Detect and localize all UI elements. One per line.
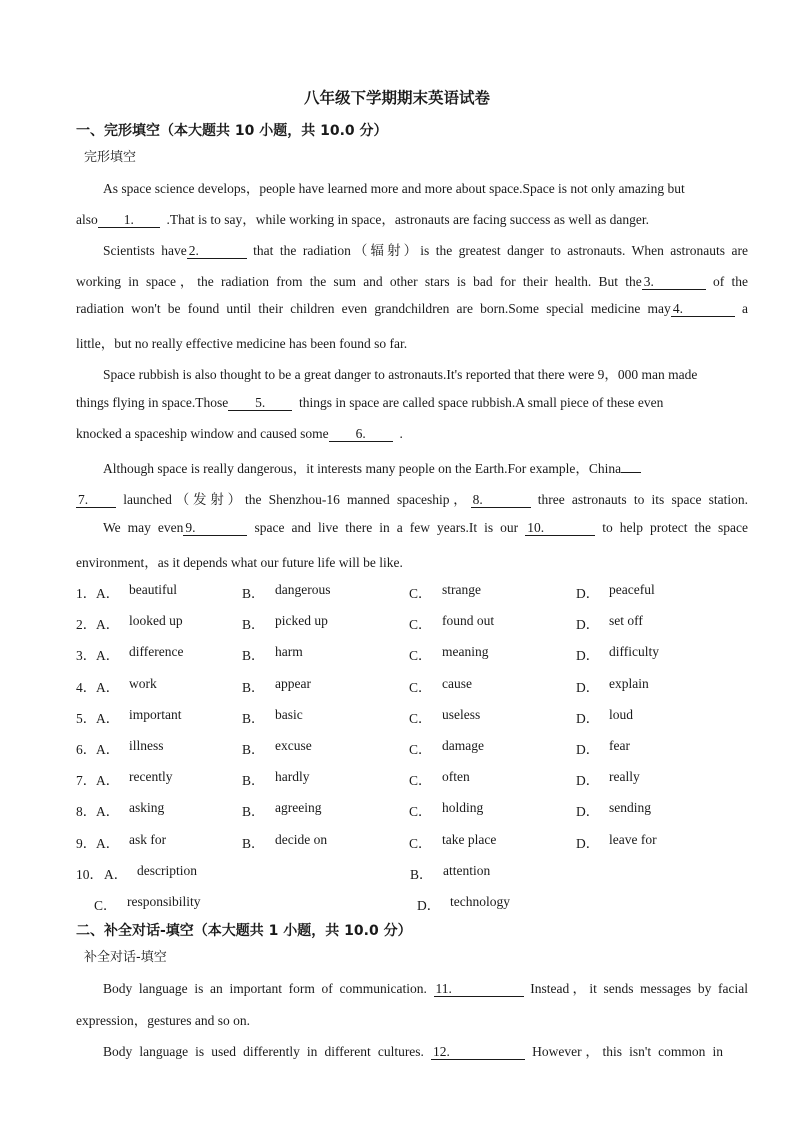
passage-line: also 1. .That is to say，while working in space，astronauts are facing success as well as danger. (76, 212, 649, 227)
blank-9[interactable]: 9. (183, 521, 247, 536)
blank-2[interactable]: 2. (187, 244, 247, 259)
option-letter: C． (409, 648, 432, 664)
blank-4[interactable]: 4. (671, 302, 735, 317)
option-letter: A． (96, 835, 120, 851)
passage-line: As space science develops，people have learned more and more about space.Space is not only amazing but (103, 181, 685, 196)
option-letter: D． (576, 617, 600, 633)
page-title: 八年级下学期期末英语试卷 (303, 89, 490, 107)
blank-7[interactable]: 7. (76, 493, 116, 508)
option-text: important (129, 706, 182, 722)
blank-6[interactable]: 6. (329, 427, 393, 442)
blank-10[interactable]: 10. (525, 521, 595, 536)
option-letter: B． (242, 835, 265, 851)
option-text: difference (129, 644, 184, 660)
blank-1[interactable]: 1. (98, 213, 160, 228)
option-letter: C． (409, 773, 432, 789)
option-letter: C． (409, 742, 432, 757)
option-text: leave for (609, 831, 657, 847)
question-number: 8． (76, 804, 97, 820)
option-letter: A． (96, 586, 120, 601)
option-row (76, 676, 756, 694)
option-letter: D． (576, 773, 600, 789)
passage-line: Space rubbish is also thought to be a great danger to astronauts.It's reported that there were 9，000 man made (103, 367, 698, 382)
passage-line: Body language is an important form of communication. 11. Instead，it sends messages by facial (103, 981, 749, 996)
question-number: 6． (76, 742, 97, 757)
blank-3[interactable]: 3. (642, 275, 706, 290)
passage-line: Although space is really dangerous，it interests many people on the Earth.For example，China (103, 457, 748, 477)
option-text: illness (129, 738, 164, 753)
option-letter: C． (409, 679, 432, 695)
option-letter: A． (96, 804, 120, 820)
option-text: damage (442, 738, 484, 753)
option-text: loud (609, 706, 634, 722)
option-row (76, 769, 756, 787)
option-text: take place (442, 831, 497, 847)
option-text: beautiful (129, 582, 177, 597)
option-text: set off (609, 613, 643, 629)
section1-heading: 一、完形填空（本大题共 10 小题，共 10.0 分） (76, 123, 388, 139)
option-text: difficulty (609, 644, 659, 660)
option-text: explain (609, 675, 649, 691)
option-row (76, 644, 756, 662)
option-text: hardly (275, 769, 310, 785)
option-text: found out (442, 613, 495, 629)
option-letter: B． (242, 586, 265, 601)
option-letter: B． (242, 710, 265, 726)
option-row (76, 707, 756, 725)
section1-subheading: 完形填空 (84, 150, 137, 165)
passage-line: working in space，the radiation from the sum and other stars is bad for their health. But the 3. of the (76, 274, 748, 289)
option-text: recently (129, 769, 173, 785)
question-number: 10． (76, 867, 103, 882)
section2-heading: 二、补全对话-填空（本大题共 1 小题，共 10.0 分） (76, 923, 412, 939)
passage-line: expression，gestures and so on. (76, 1013, 250, 1028)
option-letter: B． (242, 617, 265, 633)
option-text: holding (442, 800, 484, 816)
option-letter: D． (576, 804, 600, 820)
option-letter: C． (409, 710, 432, 726)
option-text: decide on (275, 831, 328, 847)
option-letter: B． (242, 804, 265, 820)
option-letter: A． (96, 617, 120, 633)
option-letter: D． (576, 679, 600, 695)
option-row (76, 738, 756, 756)
section2-subheading: 补全对话-填空 (84, 950, 167, 965)
option-text: sending (609, 800, 651, 816)
option-text: fear (609, 738, 630, 753)
option-text: really (609, 769, 640, 785)
question-number: 5． (76, 710, 97, 726)
option-text: harm (275, 644, 303, 660)
option-row (76, 582, 756, 600)
option-letter: D． (576, 586, 600, 601)
option-text: often (442, 769, 470, 785)
passage-line: Body language is used differently in different cultures. 12. However，this isn't common in (103, 1044, 723, 1059)
option-letter: C． (409, 835, 432, 851)
blank-11[interactable]: 11. (434, 982, 524, 997)
blank-7-start (621, 458, 641, 473)
question-number: 4． (76, 679, 97, 695)
question-number: 7． (76, 773, 97, 789)
option-text: peaceful (609, 582, 655, 597)
option-letter: A． (96, 648, 120, 664)
option-row (76, 800, 756, 818)
blank-12[interactable]: 12. (431, 1045, 525, 1060)
passage-line: Scientists have 2. that the radiation（辐射）is the greatest danger to astronauts. When astronauts are (103, 243, 748, 258)
blank-5[interactable]: 5. (228, 396, 292, 411)
option-letter: D． (576, 648, 600, 664)
question-number: 9． (76, 835, 97, 851)
option-letter: D． (576, 710, 600, 726)
passage-line: 7. launched（发射）the Shenzhou-16 manned spaceship， 8. three astronauts to its space station. (78, 492, 749, 507)
option-text: picked up (275, 613, 328, 629)
option-letter: C． (409, 804, 432, 820)
passage-line: We may even 9. space and live there in a few years.It is our 10. to help protect the space (103, 520, 749, 535)
passage-line: environment，as it depends what our future life will be like. (76, 555, 403, 570)
option-text: dangerous (275, 582, 331, 597)
question-number: 3． (76, 648, 97, 664)
option-letter: B． (242, 648, 265, 664)
option-text: cause (442, 675, 472, 691)
passage-line: things flying in space.Those 5. things in space are called space rubbish.A small piece of these even (76, 395, 664, 410)
option-row-10-cont: C． responsibility D． technology (94, 894, 510, 913)
option-text: excuse (275, 738, 312, 753)
option-text: looked up (129, 613, 183, 629)
option-text: agreeing (275, 800, 322, 816)
option-letter: A． (96, 679, 120, 695)
option-letter: B． (242, 742, 265, 757)
option-letter: C． (409, 586, 432, 601)
option-text: meaning (442, 644, 489, 660)
option-letter: D． (576, 835, 600, 851)
passage-line: little，but no really effective medicine has been found so far. (76, 336, 408, 351)
option-letter: C． (409, 617, 432, 633)
option-text: asking (129, 800, 165, 816)
question-number: 1． (76, 586, 97, 601)
option-letter: B． (242, 679, 265, 695)
option-text: strange (442, 582, 481, 597)
passage-line: knocked a spaceship window and caused some 6. . (76, 426, 403, 441)
option-text: appear (275, 675, 311, 691)
option-letter: A． (96, 710, 120, 726)
option-text: ask for (129, 831, 167, 847)
option-letter: A． (96, 773, 120, 789)
option-row (76, 613, 756, 631)
option-row-10: 10． A． description B． attention (76, 863, 491, 882)
blank-8[interactable]: 8. (471, 493, 531, 508)
option-letter: B． (242, 773, 265, 789)
option-letter: D． (576, 742, 600, 757)
option-text: work (129, 675, 157, 691)
option-text: basic (275, 706, 303, 722)
question-number: 2． (76, 617, 97, 633)
passage-line: radiation won't be found until their children even grandchildren are born.Some special medicine may 4. a (76, 301, 748, 316)
option-text: useless (442, 706, 481, 722)
option-letter: A． (96, 742, 120, 757)
option-row (76, 832, 756, 850)
